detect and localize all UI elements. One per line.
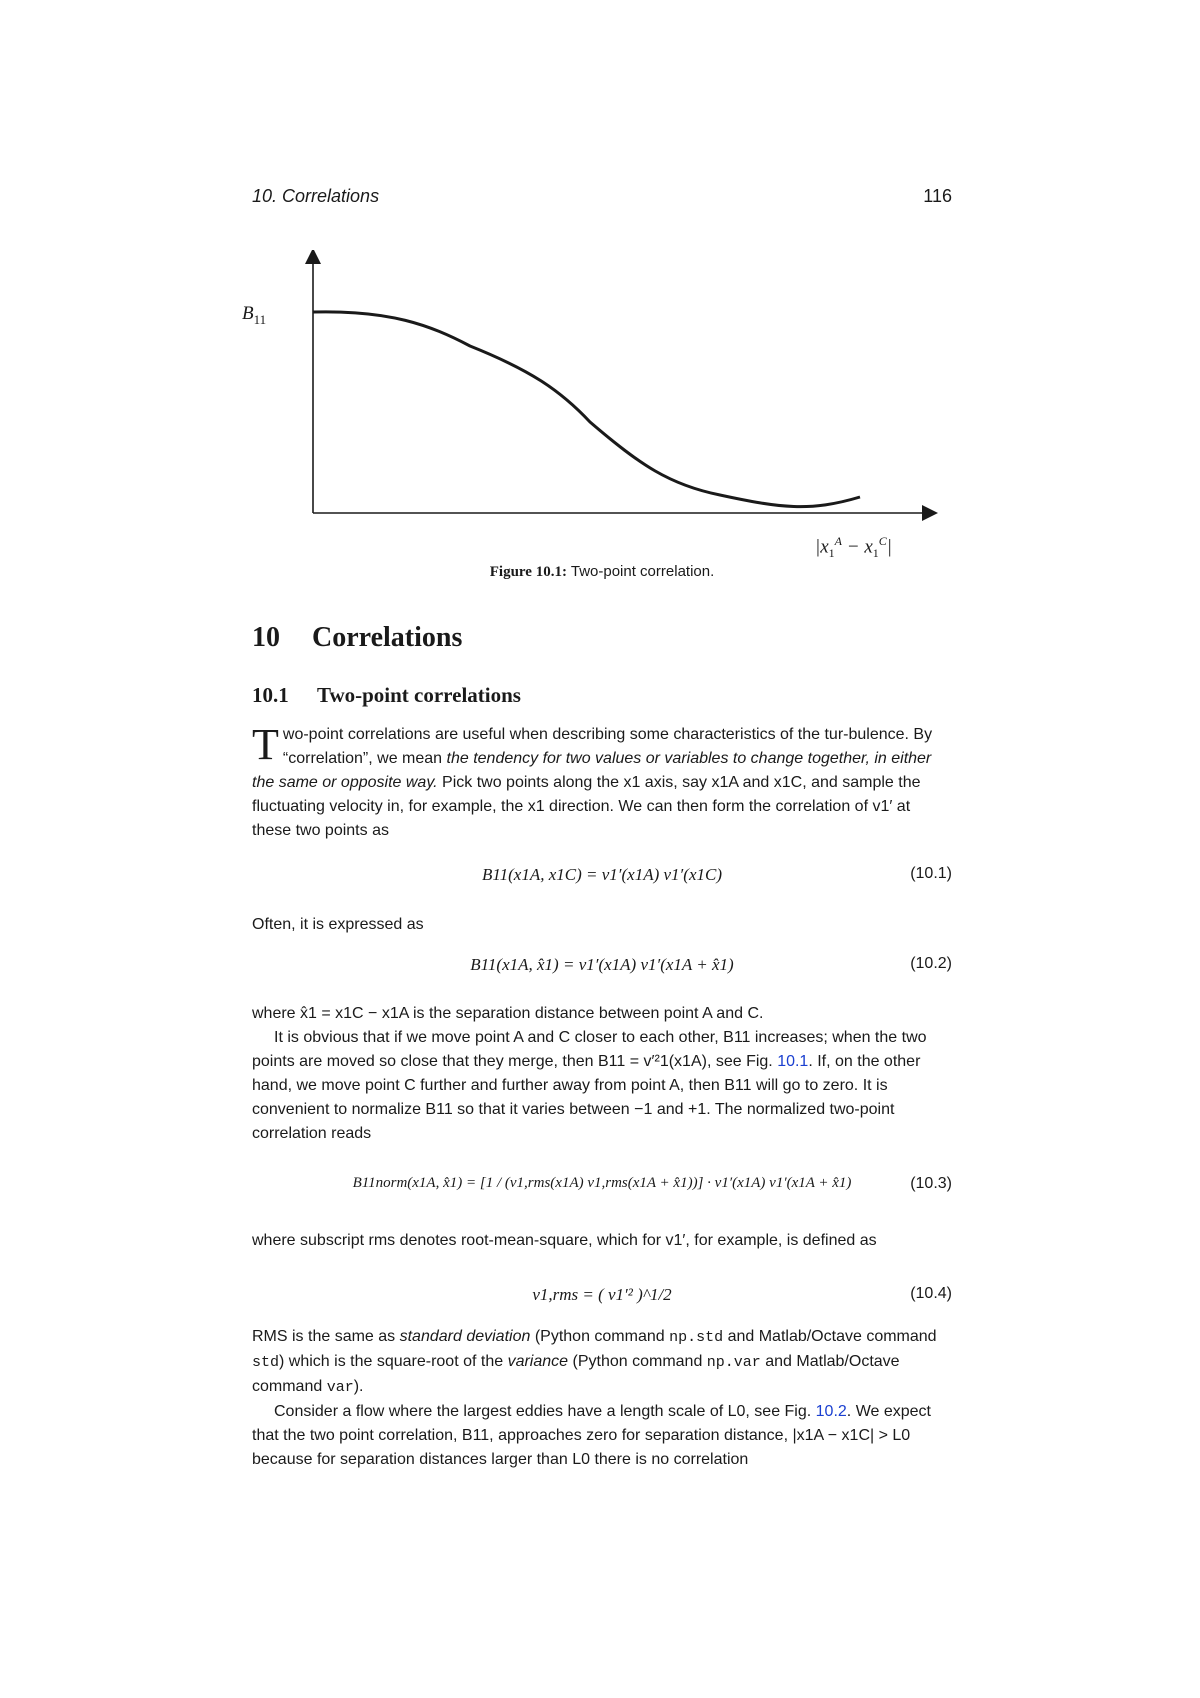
separation-text: where x̂1 = x1C − x1A is the separation distance between point A and C.: [252, 1005, 764, 1022]
figure-caption: [252, 563, 952, 581]
equation-number: (10.4): [910, 1285, 952, 1302]
subsection-number: 10.1: [252, 683, 289, 707]
std-text-g: ).: [353, 1378, 364, 1395]
dropcap: T: [252, 720, 279, 769]
intro-emphasis: the tendency for two values or variables to change together, in either the same or opposite way.: [252, 750, 932, 791]
x-axis-label-text: $|x_1^A - x_1^C|$: [815, 534, 893, 561]
fig-10-2-link[interactable]: 10.2: [815, 1403, 847, 1420]
paragraph-intro: [252, 720, 952, 843]
paragraph-rms: [252, 1229, 952, 1253]
subsection-title: Two-point correlations: [317, 683, 521, 707]
figure-caption-text: Two-point correlation.: [570, 563, 715, 580]
rms-text: where subscript rms denotes root-mean-square, which for v1′, for example, is defined as: [252, 1232, 877, 1249]
eddies-text-a: Consider a flow where the largest eddies have a length scale of L0, see Fig.: [274, 1403, 816, 1420]
section-heading: [252, 622, 462, 654]
code-np-std: np.std: [669, 1329, 724, 1346]
page-header: [252, 186, 952, 212]
fig-10-1-link[interactable]: 10.1: [777, 1053, 809, 1070]
paragraph-eddies: [252, 1400, 952, 1472]
page-number: 116: [923, 186, 952, 206]
variance-emphasis: variance: [507, 1353, 569, 1370]
equation-10-3: [252, 1175, 952, 1211]
equation-expression: v1,rms = ( v1′² )^1/2: [532, 1285, 672, 1304]
figure-two-point-correlation: [240, 250, 940, 540]
equation-number: (10.1): [910, 865, 952, 882]
std-text-c: and Matlab/Octave command: [723, 1328, 937, 1345]
obvious-text-b: . If, on the other hand, we move point C further and further away from point A, then B11 will go to zero. It is convenient to normalize B11 so that it varies between −1 and +1. The normalized two-point correlation reads: [252, 1053, 921, 1142]
correlation-curve: [313, 312, 860, 507]
paragraph-std: [252, 1325, 952, 1472]
paragraph-separation: [252, 1002, 952, 1146]
section-number: 10: [252, 622, 280, 653]
equation-expression: B11(x1A, x̂1) = v1′(x1A) v1′(x1A + x̂1): [470, 955, 734, 974]
std-text-b: (Python command: [530, 1328, 670, 1345]
eddies-text-b: . We expect that the two point correlation, B11, approaches zero for separation distance, |x1A − x1C| > L0 because for separation distances larger than L0 there is no correlation: [252, 1403, 931, 1468]
y-axis-label: $B_{11}$: [242, 303, 267, 327]
subsection-heading: [252, 683, 521, 708]
figure-caption-label: Figure 10.1:: [489, 564, 567, 580]
code-var: var: [326, 1379, 354, 1396]
paragraph-obvious: [252, 1026, 952, 1146]
std-text-e: (Python command: [568, 1353, 707, 1370]
code-std: std: [252, 1354, 280, 1371]
equation-number: (10.3): [910, 1175, 952, 1192]
equation-number: (10.2): [910, 955, 952, 972]
std-text-d: ) which is the square-root of the: [279, 1353, 508, 1370]
paragraph-often: [252, 913, 952, 937]
std-emphasis: standard deviation: [399, 1328, 531, 1345]
equation-expression: B11(x1A, x1C) = v1′(x1A) v1′(x1C): [482, 865, 722, 884]
obvious-text-a: It is obvious that if we move point A and C closer to each other, B11 increases; when the two points are moved so close that they merge, then B11 = v′²1(x1A), see Fig.: [252, 1029, 927, 1070]
running-chapter-title: 10. Correlations: [252, 186, 380, 206]
std-text-a: RMS is the same as: [252, 1328, 400, 1345]
intro-text-a: wo-point correlations are useful when describing some characteristics of the tur-bulence. By “correlation”, we mean: [282, 726, 933, 767]
section-title: Correlations: [312, 622, 463, 653]
equation-expression: B11norm(x1A, x̂1) = [1 / (v1,rms(x1A) v1,rms(x1A + x̂1))] · v1′(x1A) v1′(x1A + x̂1): [352, 1175, 852, 1191]
equation-10-2: [252, 955, 952, 985]
equation-10-1: [252, 865, 952, 895]
equation-10-4: [252, 1285, 952, 1315]
often-text: Often, it is expressed as: [252, 916, 424, 933]
intro-text-b: Pick two points along the x1 axis, say x1A and x1C, and sample the fluctuating velocity in, for example, the x1 direction. We can then form the correlation of v1′ at these two points as: [252, 774, 921, 839]
correlation-plot: [240, 250, 940, 540]
std-text-f: and Matlab/Octave command: [252, 1353, 900, 1395]
code-np-var: np.var: [706, 1354, 761, 1371]
